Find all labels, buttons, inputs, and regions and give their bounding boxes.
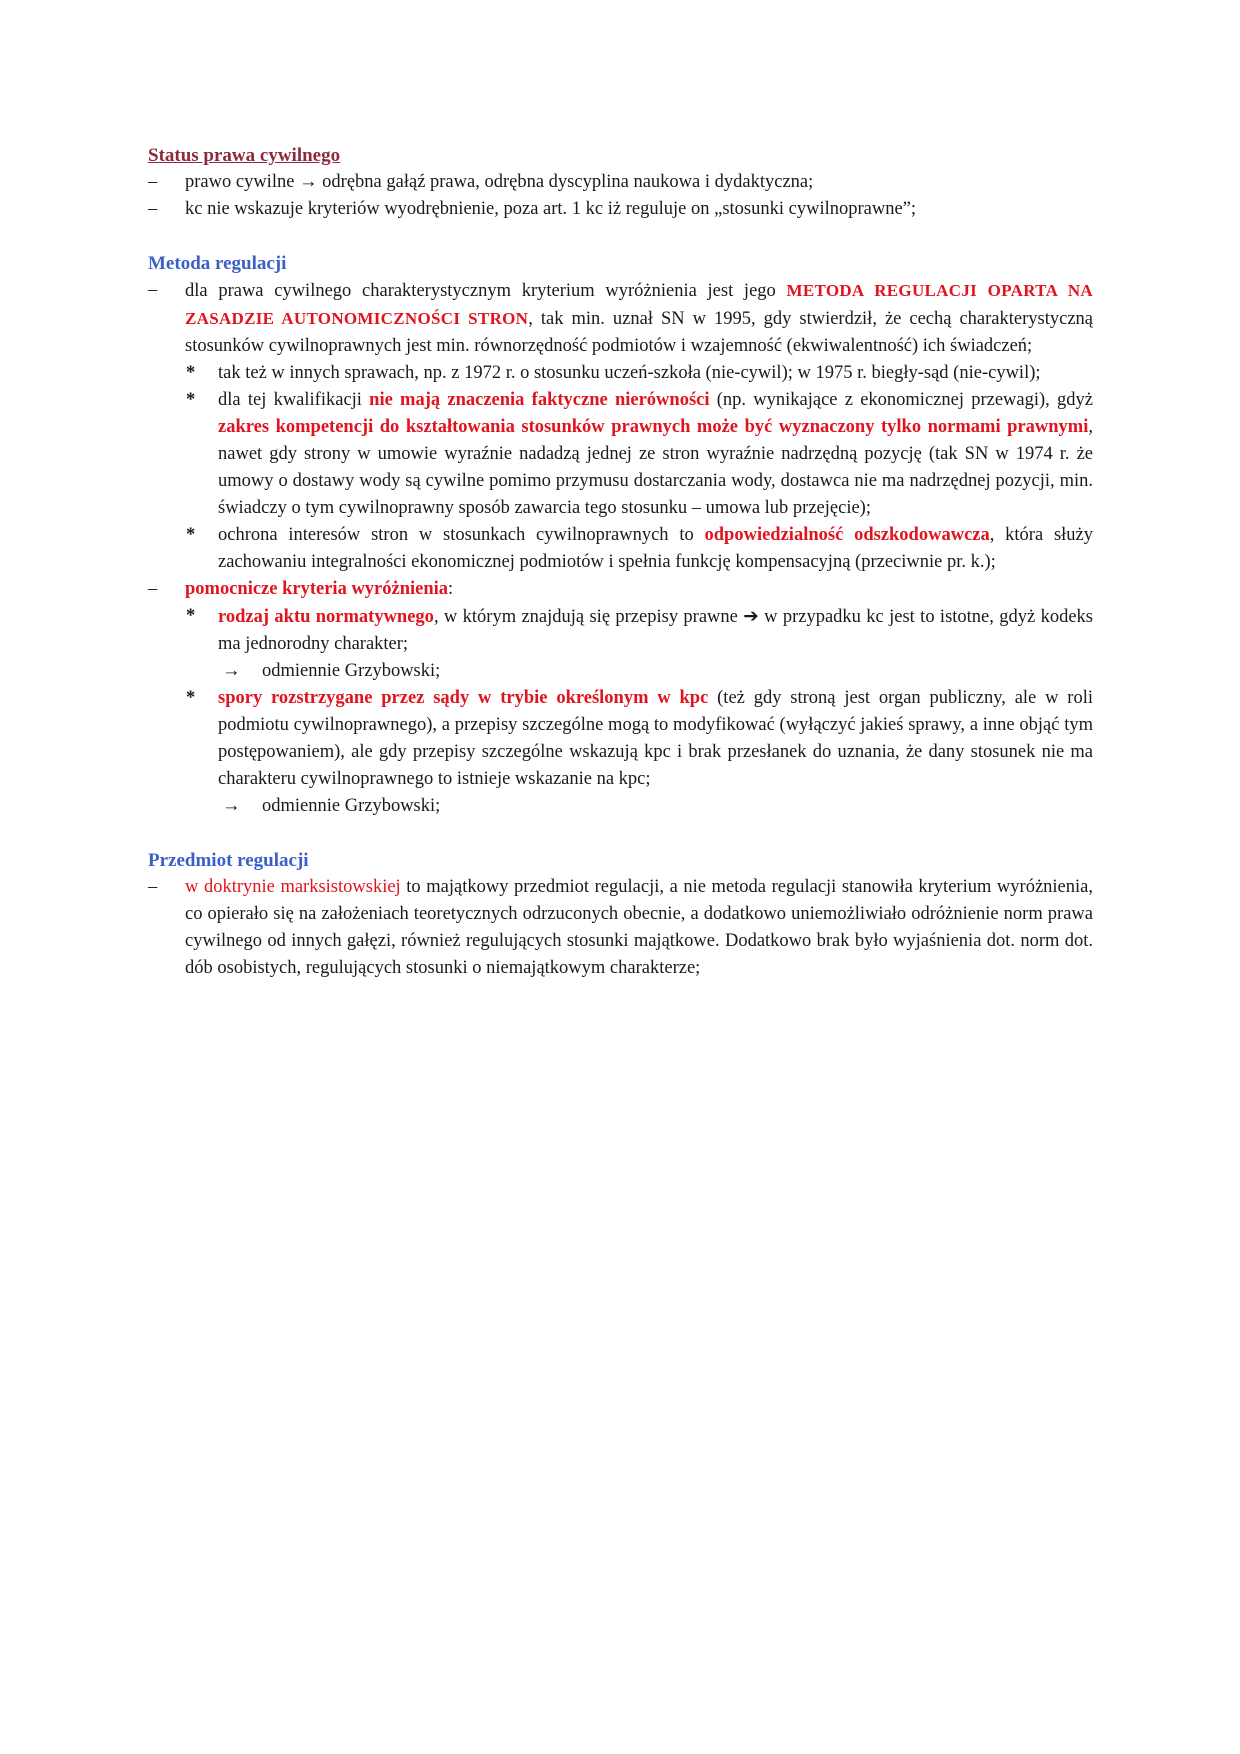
list-item-text: prawo cywilne → odrębna gałąź prawa, odrębna dyscyplina naukowa i dydaktyczna; [185, 172, 814, 192]
text-run: ochrona interesów stron w stosunkach cywilnoprawnych to [218, 525, 705, 545]
sub-item-text: tak też w innych sprawach, np. z 1972 r. o stosunku uczeń-szkoła (nie-cywil); w 1975 r. biegły-sąd (nie-cywil); [218, 363, 1041, 383]
arrow-icon: → [222, 796, 241, 816]
heading-przedmiot-regulacji: Przedmiot regulacji [148, 850, 309, 871]
note-text: odmiennie Grzybowski; [262, 796, 441, 816]
star-marker: * [186, 390, 196, 410]
list-item [148, 196, 1093, 223]
dash-marker: – [148, 172, 158, 192]
text-run: to majątkowy przedmiot regulacji, a nie metoda regulacji stanowiła kryterium wyróżnienia, co opierało się na założeniach teoretycznych odrzuconych obecnie, a dodatkowo uniemożliwiało odróżnienie norm prawa cywilnego od innych gałęzi, również regulujących stosunki majątkowe. Dodatkowo brak było wyjaśnienia dot. norm dot. dób osobistych, regulujących stosunki o niemajątkowym charakterze; [185, 877, 1093, 978]
dash-marker: – [148, 280, 158, 300]
sub-list-item [148, 387, 1093, 522]
text-run: (też gdy stroną jest organ publiczny, ale w roli podmiotu cywilnoprawnego), a przepisy szczególne mogą to modyfikować (wyłączyć jakieś sprawy, a inne objąć tym postępowaniem), ale gdy przepisy szczególne wskazują kpc i brak przesłanek do uznania, że dany stosunek nie ma charakteru cywilnoprawnego to istnieje wskazanie na kpc; [218, 688, 1093, 789]
text-run: , tak min. uznał SN w 1995, gdy stwierdził, że cechą charakterystyczną stosunków cywilnoprawnych jest min. równorzędność podmiotów i wzajemność (ekwiwalentność) ich świadczeń; [185, 309, 1094, 356]
document-page [148, 142, 1093, 982]
emphasis-text: nie mają znaczenia faktyczne nierówności [369, 390, 710, 410]
star-marker: * [186, 606, 196, 626]
emphasis-text: spory rozstrzygane przez sądy w trybie określonym w kpc [218, 688, 709, 708]
heading-status-prawa: Status prawa cywilnego [148, 145, 341, 166]
note-text: odmiennie Grzybowski; [262, 661, 441, 681]
sub-list-item [148, 603, 1093, 658]
star-marker: * [186, 363, 196, 383]
text-run: , nawet gdy strony w umowie wyraźnie nadadzą jednej ze stron wyraźnie nadrzędną pozycję (tak SN w 1974 r. że umowy o dostawy wody są cywilne pomimo przymusu dostarczania wody, dostawca nie ma nadrzędnej pozycji, min. świadczy o tym cywilnoprawny sposób zawarcia tego stosunku – umowa lub przejęcie); [218, 417, 1093, 518]
list-item [148, 576, 1093, 603]
arrow-icon: → [222, 661, 241, 681]
note-item [148, 658, 1093, 685]
list-item-text: kc nie wskazuje kryteriów wyodrębnienie, poza art. 1 kc iż reguluje on „stosunki cywilnoprawne”; [185, 199, 917, 219]
text-run: w przypadku kc jest to istotne, gdyż kodeks ma jednorodny charakter; [218, 607, 1093, 654]
text-run: (np. wynikające z ekonomicznej przewagi), gdyż [709, 390, 1093, 410]
text-run: dla prawa cywilnego charakterystycznym kryterium wyróżnienia jest jego [185, 281, 787, 301]
dash-marker: – [148, 579, 158, 599]
text-run: : [448, 579, 454, 599]
sub-list-item [148, 360, 1093, 387]
dash-marker: – [148, 199, 158, 219]
sub-list-item [148, 522, 1093, 576]
list-item [148, 874, 1093, 982]
star-marker: * [186, 525, 196, 545]
list-item [148, 277, 1093, 360]
star-marker: * [186, 688, 196, 708]
emphasis-text: pomocnicze kryteria wyróżnienia [185, 579, 449, 599]
text-run: , która służy zachowaniu integralności ekonomicznej podmiotów i spełnia funkcję kompensacyjną (przeciwnie pr. k.); [218, 525, 1094, 572]
emphasis-text: METODA REGULACJI OPARTA NA ZASADZIE AUTONOMICZNOŚCI STRON [185, 281, 1094, 328]
text-run: dla tej kwalifikacji [218, 390, 370, 410]
emphasis-text: rodzaj aktu normatywnego [218, 607, 434, 627]
emphasis-text: w doktrynie marksistowskiej [185, 877, 401, 897]
emphasis-text: zakres kompetencji do kształtowania stosunków prawnych może być wyznaczony tylko normami prawnymi [218, 417, 1089, 437]
bold-arrow-icon: ➔ [743, 606, 759, 627]
dash-marker: – [148, 877, 158, 897]
heading-metoda-regulacji: Metoda regulacji [148, 253, 287, 274]
text-run: , w którym znajdują się przepisy prawne [433, 607, 744, 627]
list-item [148, 169, 1093, 196]
sub-list-item [148, 685, 1093, 793]
emphasis-text: odpowiedzialność odszkodowawcza [704, 525, 990, 545]
note-item [148, 793, 1093, 820]
